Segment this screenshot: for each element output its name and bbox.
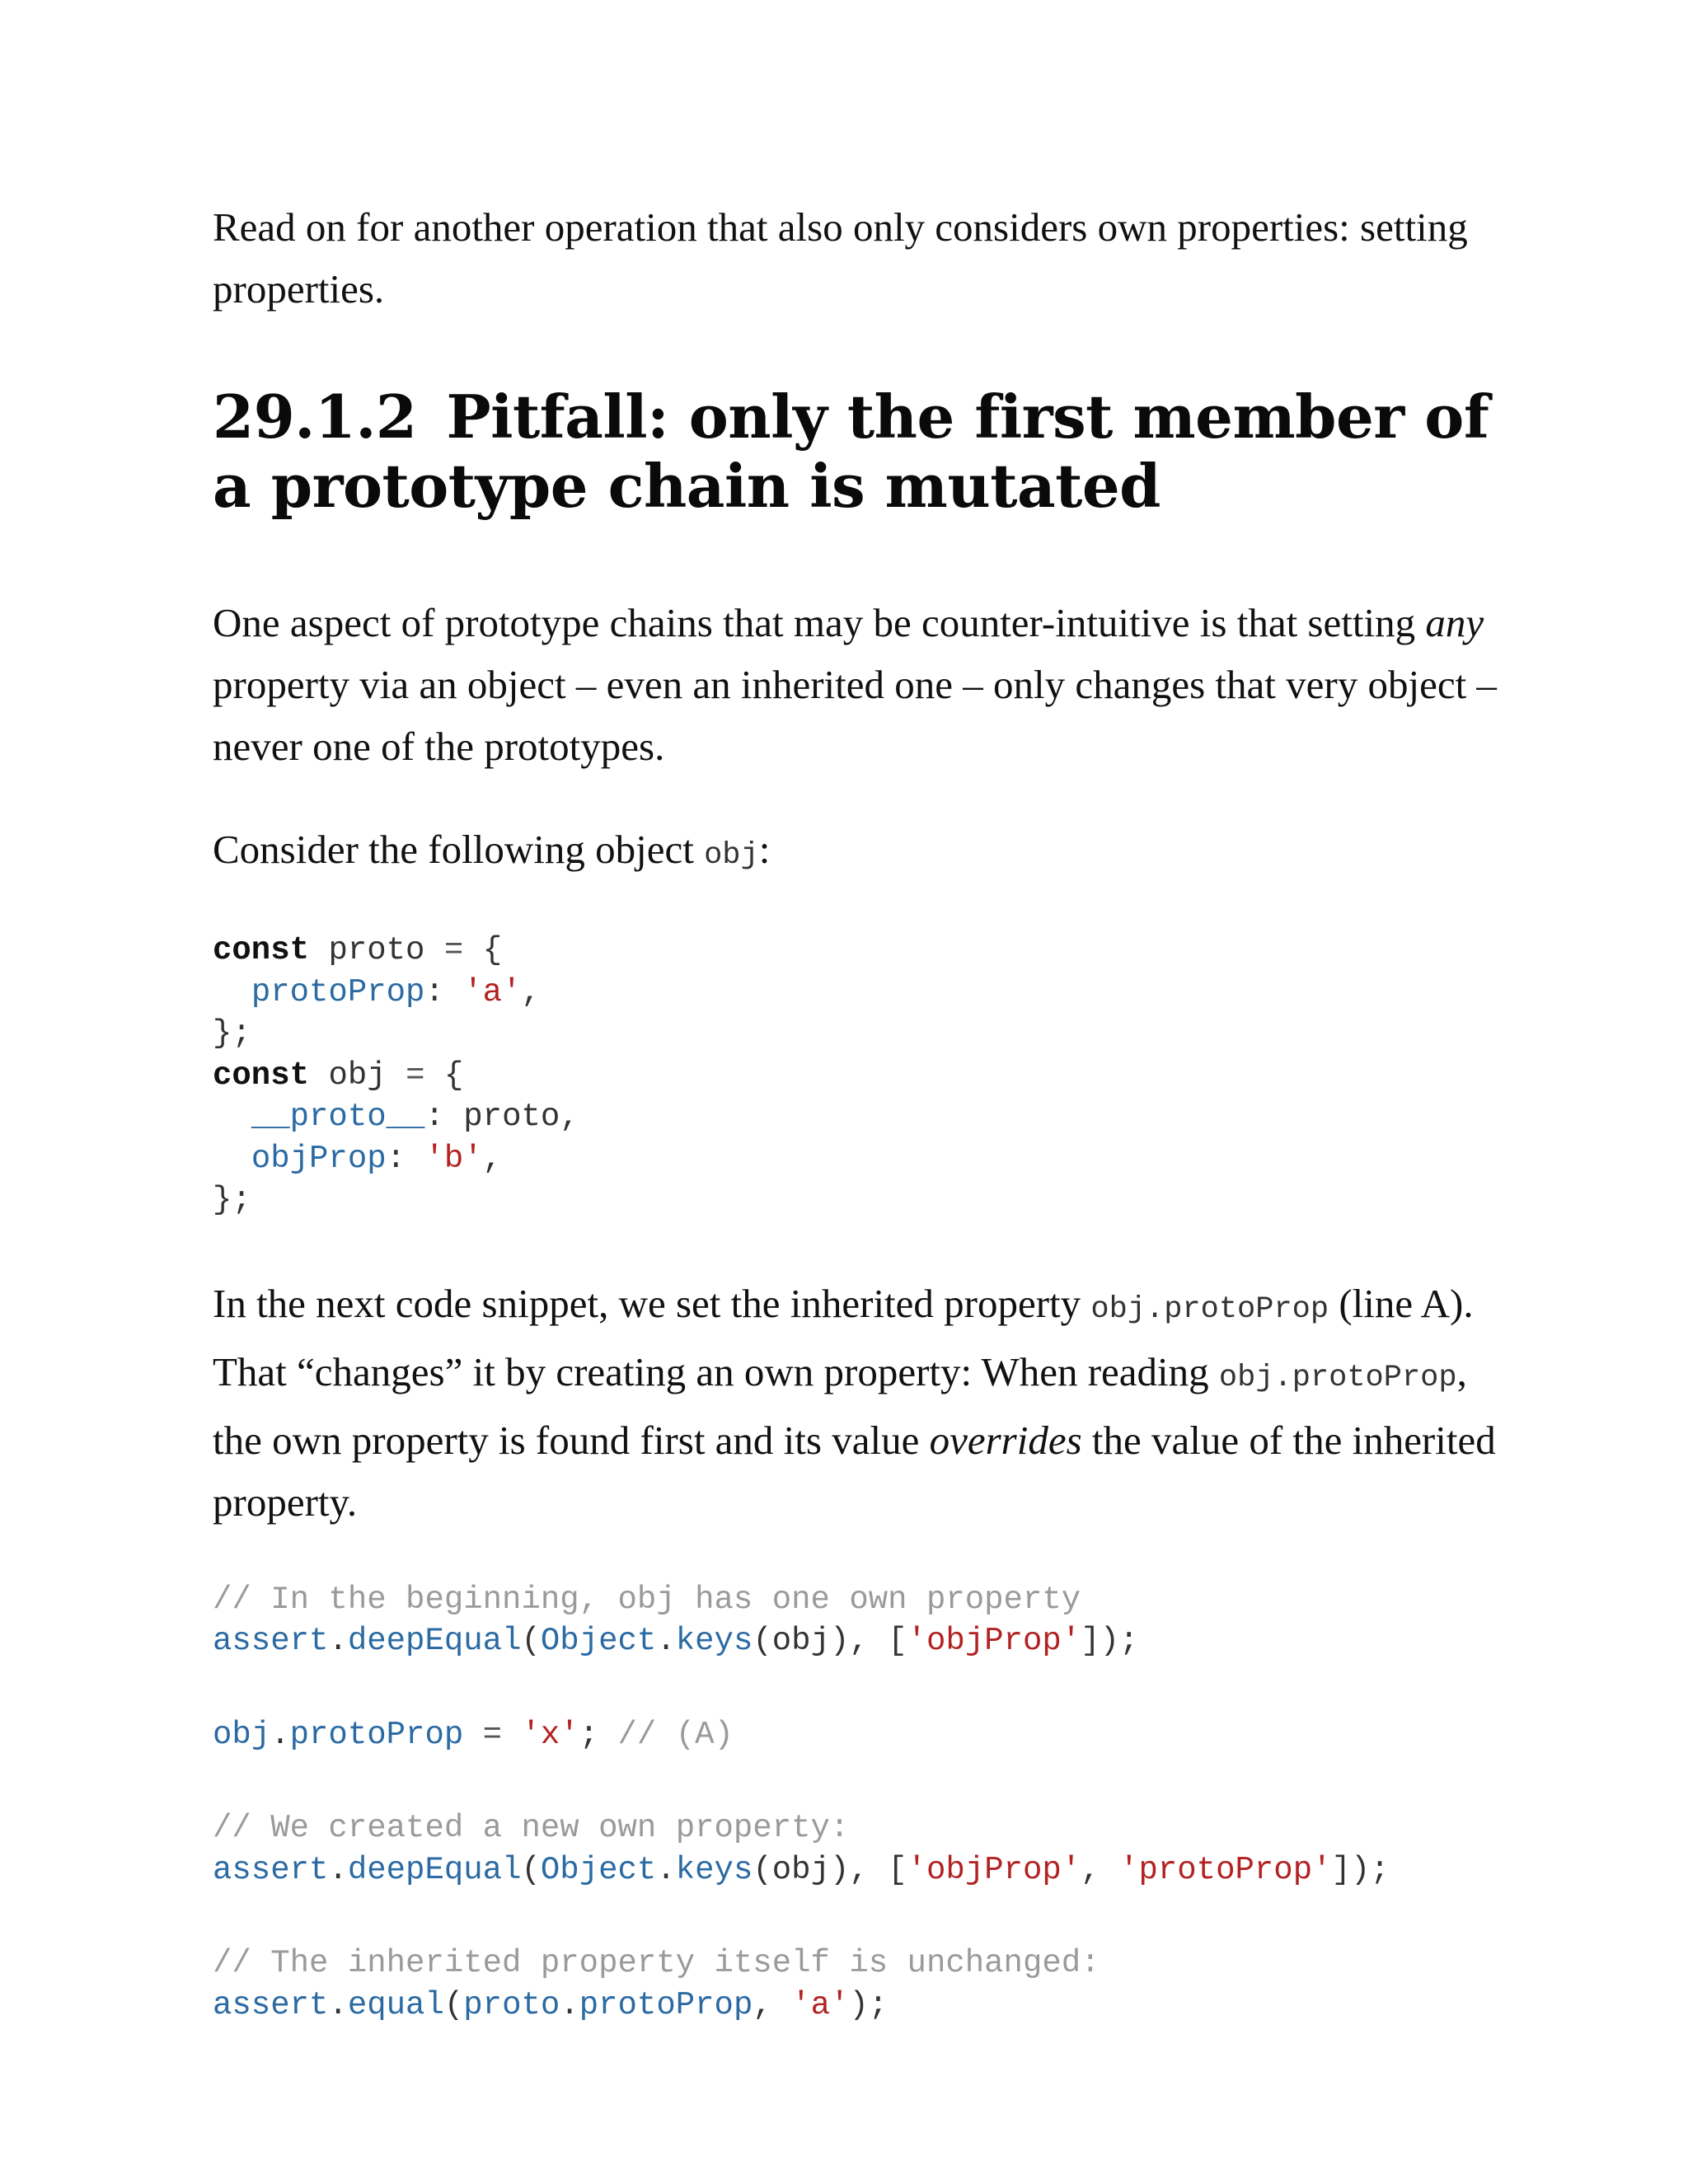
- code-comment: // The inherited property itself is unchanged:: [213, 1945, 1100, 1981]
- code-token: .: [328, 1623, 348, 1659]
- code-token: .: [656, 1851, 676, 1888]
- code-token: ,: [1081, 1851, 1120, 1888]
- code-string: 'a': [463, 973, 522, 1010]
- paragraph-consider: [213, 818, 1498, 887]
- code-token: :: [424, 973, 444, 1010]
- section-title: Pitfall: only the first member of a prototype chain is mutated: [213, 382, 1489, 521]
- code-string: 'x': [521, 1716, 579, 1753]
- code-string: 'objProp': [907, 1623, 1081, 1659]
- emphasis-overrides: overrides: [929, 1417, 1082, 1463]
- code-property: protoProp: [579, 1986, 753, 2023]
- code-string: 'protoProp': [1119, 1851, 1332, 1888]
- code-property: equal: [347, 1986, 444, 2023]
- paragraph-next-snippet: [213, 1272, 1498, 1533]
- code-token: :: [424, 1099, 444, 1135]
- code-property: keys: [675, 1623, 753, 1659]
- section-heading: [213, 382, 1498, 521]
- code-token: );: [849, 1986, 889, 2023]
- code-property: Object: [540, 1623, 657, 1659]
- code-property: assert: [213, 1851, 329, 1888]
- code-block-assertions: [213, 1579, 1498, 2027]
- code-keyword: const: [213, 1057, 310, 1094]
- code-token: proto: [328, 932, 425, 968]
- code-property: objProp: [251, 1140, 387, 1177]
- code-token: ,: [521, 973, 541, 1010]
- code-token: (obj): [753, 1623, 850, 1659]
- code-property: keys: [675, 1851, 753, 1888]
- code-token: (: [443, 1986, 464, 2023]
- code-token: .: [656, 1623, 676, 1659]
- code-token: ,: [849, 1851, 889, 1888]
- code-token: (obj): [753, 1851, 850, 1888]
- text-run: In the next code snippet, we set the inherited property: [213, 1280, 1091, 1326]
- code-comment: // (A): [617, 1716, 734, 1753]
- code-comment: // We created a new own property:: [213, 1810, 850, 1846]
- code-property: Object: [540, 1851, 657, 1888]
- section-number: 29.1.2: [213, 382, 417, 452]
- code-token: .: [328, 1986, 348, 2023]
- code-token: ,: [849, 1623, 889, 1659]
- code-property: protoProp: [251, 973, 425, 1010]
- code-token: [: [888, 1623, 907, 1659]
- code-token: =: [406, 1057, 425, 1094]
- code-property: deepEqual: [347, 1851, 522, 1888]
- code-string: 'objProp': [907, 1851, 1081, 1888]
- code-token: proto: [463, 1099, 560, 1135]
- code-block-object-definition: [213, 930, 1498, 1221]
- code-property: proto: [463, 1986, 560, 2023]
- inline-code-obj-protoprop: obj.protoProp: [1218, 1360, 1457, 1395]
- code-token: (: [521, 1623, 541, 1659]
- code-property: __proto__: [251, 1099, 425, 1135]
- code-token: ;: [579, 1716, 599, 1753]
- text-run: Consider the following object: [213, 827, 705, 872]
- code-property: deepEqual: [347, 1623, 522, 1659]
- inline-code-obj: obj: [704, 838, 759, 873]
- code-token: };: [213, 1015, 251, 1052]
- code-keyword: const: [213, 932, 310, 968]
- text-run: the value of the inherited property.: [213, 1417, 1496, 1525]
- code-token: ,: [560, 1099, 579, 1135]
- code-token: ,: [753, 1986, 792, 2023]
- code-token: .: [560, 1986, 579, 2023]
- code-token: ]);: [1081, 1623, 1139, 1659]
- code-string: 'a': [791, 1986, 850, 2023]
- code-comment: // In the beginning, obj has one own property: [213, 1581, 1081, 1618]
- text-run: , the own property is found first and its value: [213, 1348, 1467, 1463]
- paragraph-prototype-chains: [213, 592, 1498, 777]
- code-token: [: [888, 1851, 907, 1888]
- code-token: ]);: [1331, 1851, 1390, 1888]
- code-token: .: [270, 1716, 290, 1753]
- code-token: ,: [482, 1140, 503, 1177]
- code-token: obj: [328, 1057, 387, 1094]
- inline-code-obj-protoprop: obj.protoProp: [1090, 1291, 1329, 1327]
- code-property: assert: [213, 1986, 329, 2023]
- text-run: property via an object – even an inherited one – only changes that very object – never one of the prototypes.: [213, 662, 1497, 769]
- text-run: :: [758, 827, 771, 872]
- code-token: (: [521, 1851, 541, 1888]
- code-token: {: [443, 1057, 464, 1094]
- code-token: };: [213, 1182, 251, 1218]
- text-run: (line A). That “changes” it by creating an own property: When reading: [213, 1280, 1474, 1394]
- code-property: protoProp: [289, 1716, 464, 1753]
- code-token: =: [463, 1716, 522, 1753]
- code-token: =: [443, 932, 464, 968]
- code-token: {: [482, 932, 503, 968]
- text-run: One aspect of prototype chains that may be counter-intuitive is that setting: [213, 600, 1426, 645]
- code-token: :: [386, 1140, 406, 1177]
- emphasis-any: any: [1425, 600, 1484, 645]
- code-property: obj: [213, 1716, 271, 1753]
- document-page: [213, 196, 1498, 2026]
- code-property: assert: [213, 1623, 329, 1659]
- intro-paragraph: Read on for another operation that also only considers own properties: setting properties.: [213, 204, 1468, 312]
- code-token: .: [328, 1851, 348, 1888]
- code-string: 'b': [424, 1140, 483, 1177]
